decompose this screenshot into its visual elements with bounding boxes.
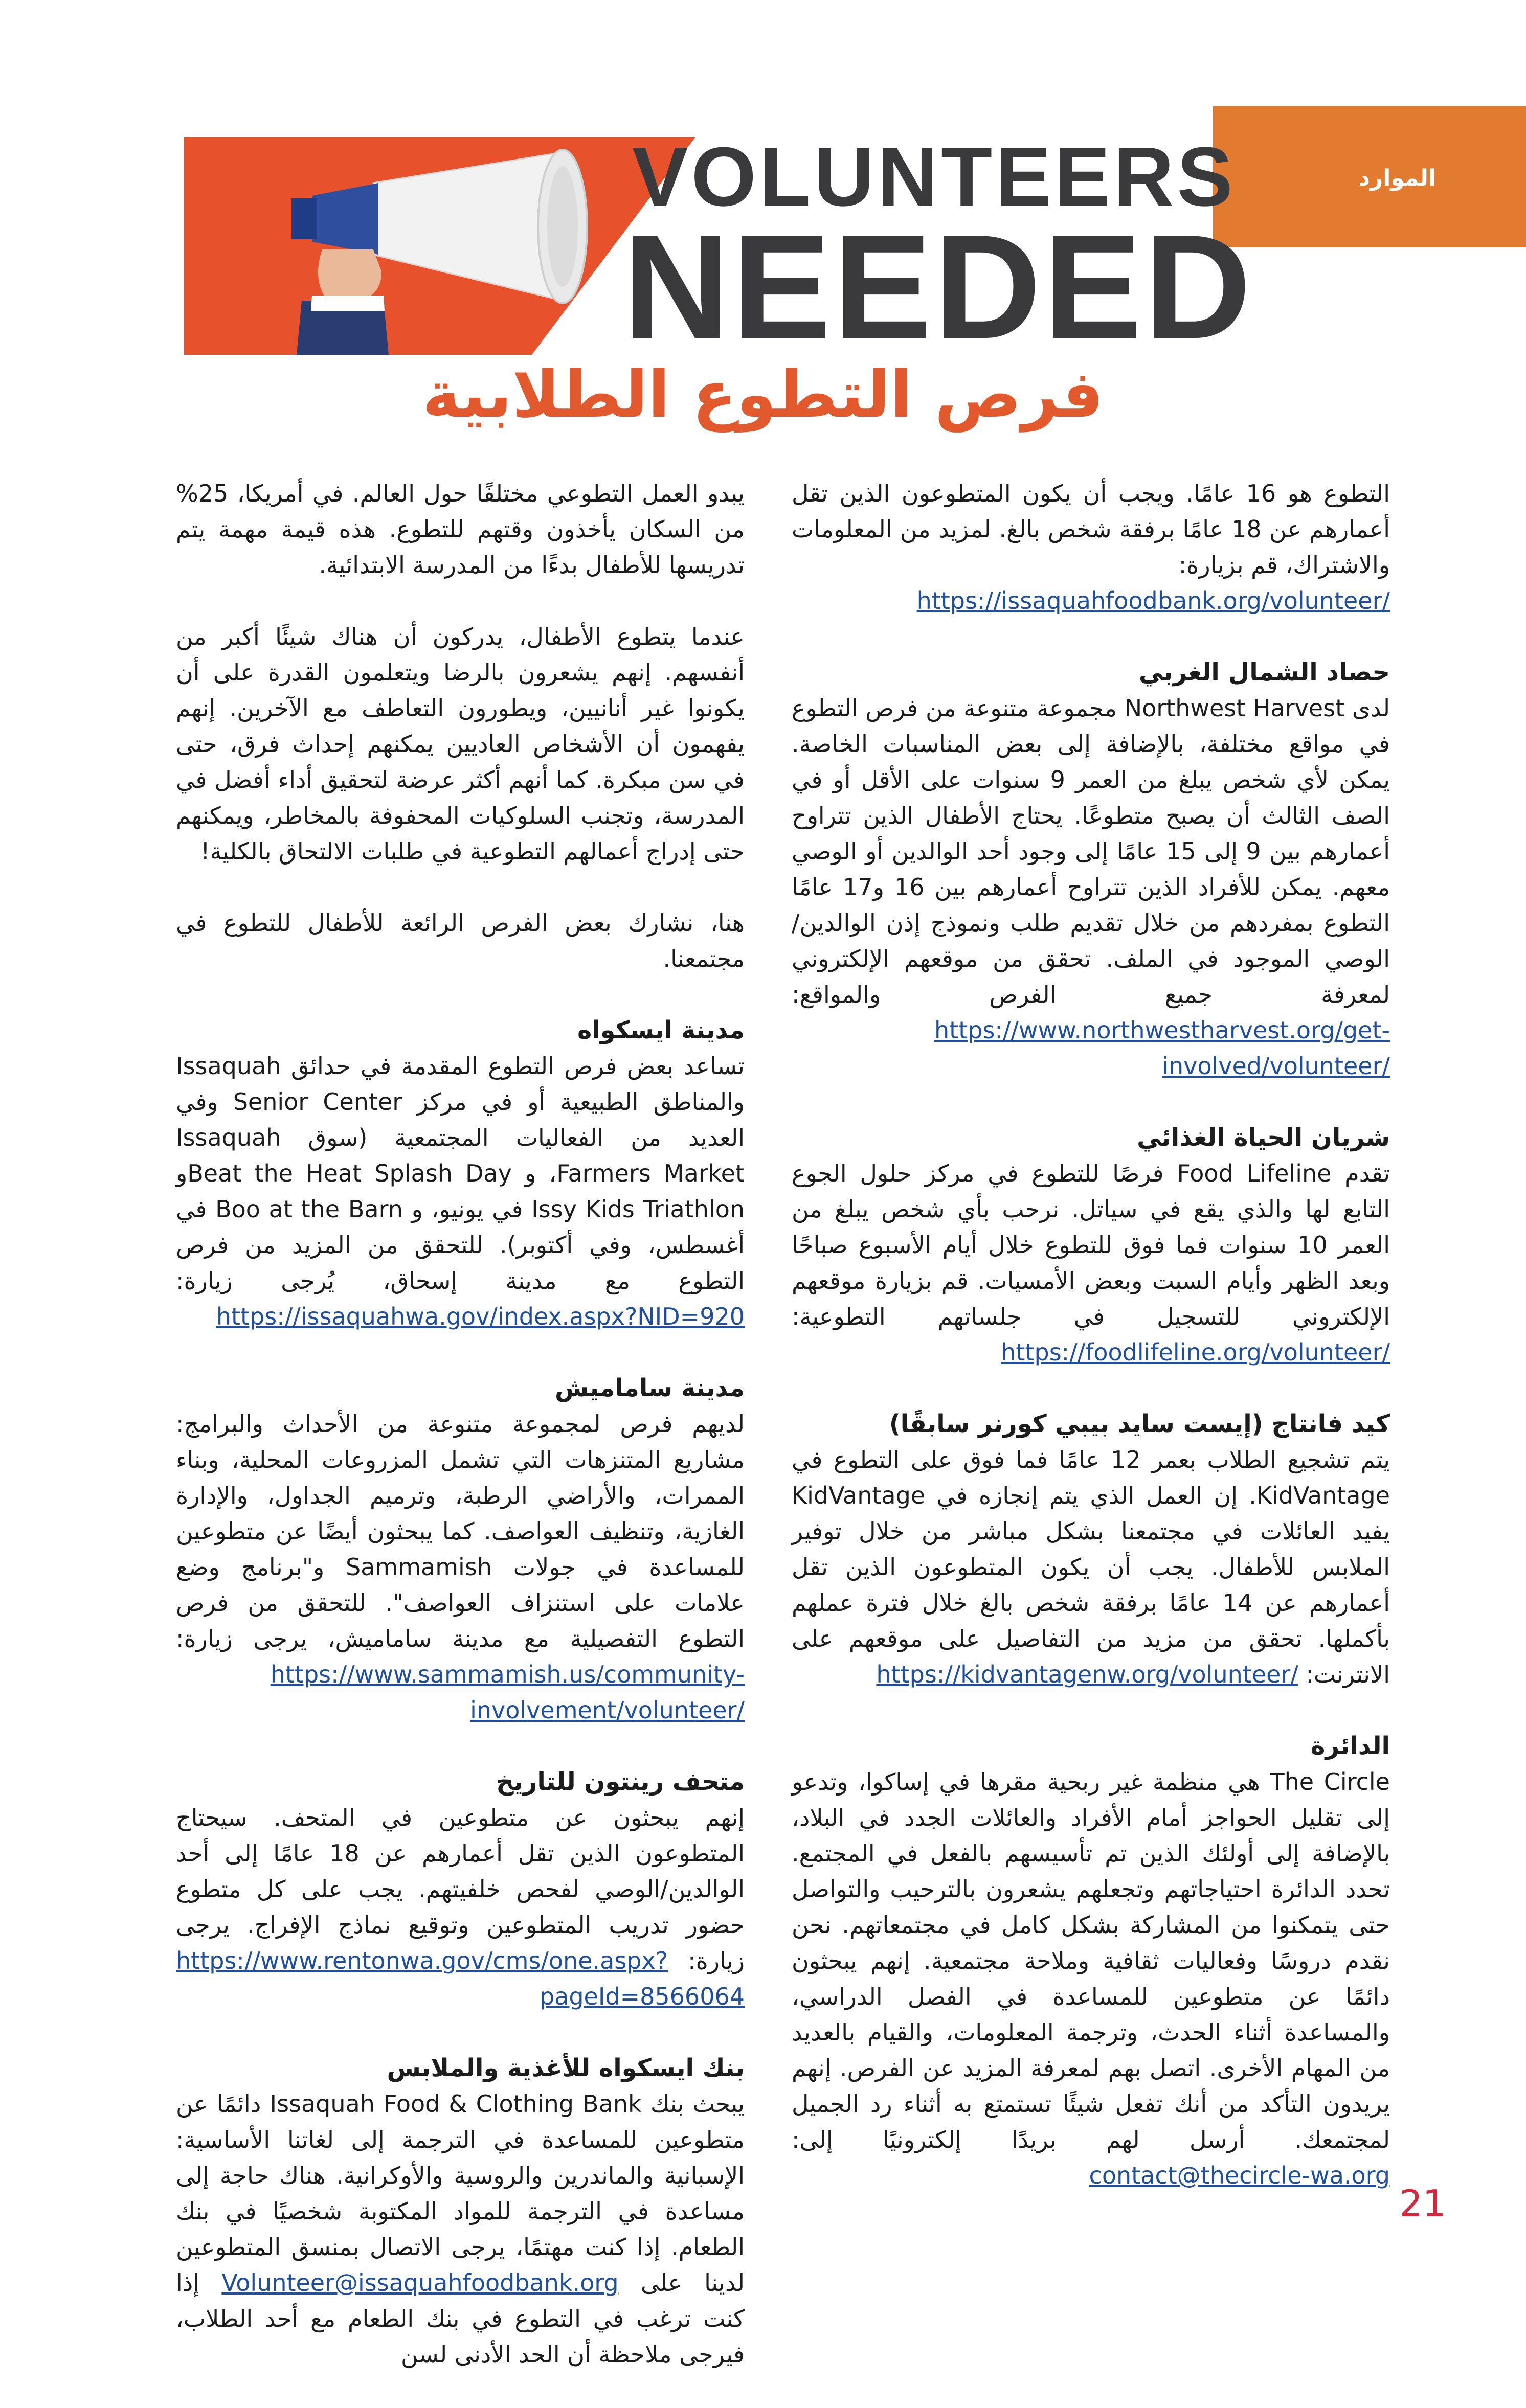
kidvantage-text: يتم تشجيع الطلاب بعمر 12 عامًا فما فوق على التطوع في KidVantage. إن العمل الذي يتم إنجازه في KidVantage يفيد العائلات في مجتمعنا بشكل مباشر من خلال توفير الملابس للأطفال. يجب أن يكون المتطوعون الذين تقل أعمارهم عن 14 عامًا برفقة شخص بالغ خلال فترة عملهم بأكملها. تحقق من مزيد من التفاصيل على موقعهم على الانترنت: https://kidvantagenw.org/volunteer/ <box>792 1446 1390 1688</box>
sammamish-city-link[interactable]: https://www.sammamish.us/community-involvement/volunteer/ <box>270 1661 745 1724</box>
northwest-harvest-heading: حصاد الشمال الغربي <box>1138 658 1390 687</box>
intro-paragraph-1: يبدو العمل التطوعي مختلفًا حول العالم. في أمريكا، 25% من السكان يأخذون وقتهم للتطوع. هذه قيمة مهمة يتم تدريسها للأطفال بدءًا من المدرسة الابتدائية. <box>176 480 745 579</box>
issaquah-foodbank-link[interactable]: https://issaquahfoodbank.org/volunteer/ <box>916 587 1390 615</box>
the-circle-text: The Circle هي منظمة غير ربحية مقرها في إساكوا، وتدعو إلى تقليل الحواجز أمام الأفراد والعائلات الجدد في البلاد، بالإضافة إلى أولئك الذين تم تأسيسهم بالفعل في المجتمع. تحدد الدائرة احتياجاتهم وتجعلهم يشعرون بالترحيب والتواصل حتى يتمكنوا من المشاركة بشكل كامل في مجتمعاتهم. نحن نقدم دروسًا وفعاليات ثقافية وملاحة مجتمعية. إنهم يبحثون دائمًا عن متطوعين للمساعدة في الفصل الدراسي، والمساعدة أثناء الحدث، وترجمة المعلومات، والقيام بالعديد من المهام الأخرى. اتصل بهم لمعرفة المزيد عن الفرص. إنهم يريدون التأكد من أنك تفعل شيئًا تستمتع به أثناء رد الجميل لمجتمعك. أرسل لهم بريدًا إلكترونيًا إلى: contact@thecircle-wa.org <box>792 1768 1390 2189</box>
intro-continuation: التطوع هو 16 عامًا. ويجب أن يكون المتطوعون الذين تقل أعمارهم عن 18 عامًا برفقة شخص بالغ. لمزيد من المعلومات والاشتراك، قم بزيارة: https://issaquahfoodbank.org/volunteer/ <box>792 480 1390 615</box>
food-lifeline-text: تقدم Food Lifeline فرصًا للتطوع في مركز حلول الجوع التابع لها والذي يقع في سياتل. نرحب بأي شخص يبلغ من العمر 10 سنوات فما فوق للتطوع خلال أيام الأسبوع صباحًا وبعد الظهر وأيام السبت وبعض الأمسيات. قم بزيارة موقعهم الإلكتروني للتسجيل في جلساتهم التطوعية: https://foodlifeline.org/volunteer/ <box>792 1160 1390 1366</box>
issaquah-city-link[interactable]: https://issaquahwa.gov/index.aspx?NID=920 <box>216 1303 745 1330</box>
megaphone-icon <box>235 147 639 355</box>
renton-museum-link[interactable]: https://www.rentonwa.gov/cms/one.aspx?pageId=8566064 <box>176 1947 745 2010</box>
renton-museum-text: إنهم يبحثون عن متطوعين في المتحف. سيحتاج المتطوعون الذين تقل أعمارهم عن 18 عامًا إلى أحد الوالدين/الوصي لفحص خلفيتهم. يجب على كل متطوع حضور تدريب المتطوعين وتوقيع نماذج الإفراج. يرجى زيارة: https://www.rentonwa.gov/cms/one.aspx?pageId=8566064 <box>176 1804 745 2010</box>
food-clothing-bank-text: يبحث بنك Issaquah Food & Clothing Bank دائمًا عن متطوعين للمساعدة في الترجمة إلى لغاتنا الأساسية: الإسبانية والماندرين والروسية والأوكرانية. هناك حاجة إلى مساعدة في الترجمة للمواد المكتوبة شخصيًا في بنك الطعام. إذا كنت مهتمًا، يرجى الاتصال بمنسق المتطوعين لدينا على Volunteer@issaquahfoodbank.org إذا كنت ترغب في التطوع في بنك الطعام مع أحد الطلاب، فيرجى ملاحظة أن الحد الأدنى لسن <box>176 2090 745 2368</box>
food-clothing-bank-heading: بنك ايسكواه للأغذية والملابس <box>387 2054 745 2082</box>
issaquah-city-text: تساعد بعض فرص التطوع المقدمة في حدائق Issaquah والمناطق الطبيعية أو في مركز Senior Center وفي العديد من الفعاليات المجتمعية (سوق Issaquah Farmers Market، و Beat the Heat Splash Dayو Issy Kids Triathlon في يونيو، و Boo at the Barn في أغسطس، وفي أكتوبر). للتحقق من المزيد من فرص التطوع مع مدينة إسحاق، يُرجى زيارة: https://issaquahwa.gov/index.aspx?NID=920 <box>176 1052 745 1330</box>
left-column <box>176 475 745 2408</box>
volunteers-banner <box>184 130 1253 370</box>
page-title: فرص التطوع الطلابية <box>422 357 1104 432</box>
right-column <box>792 475 1390 2229</box>
section-tab <box>1213 106 1526 247</box>
section-tab-label: الموارد <box>1358 165 1436 191</box>
issaquah-city-heading: مدينة ايسكواه <box>577 1016 745 1044</box>
intro-paragraph-3: هنا، نشارك بعض الفرص الرائعة للأطفال للتطوع في مجتمعنا. <box>176 909 745 972</box>
banner-title-volunteers: VOLUNTEERS <box>632 130 1236 223</box>
sammamish-city-text: لديهم فرص لمجموعة متنوعة من الأحداث والبرامج: مشاريع المتنزهات التي تشمل المزروعات المحلية، وبناء الممرات، والأراضي الرطبة، وترميم الجداول، والإدارة الغازية، وتنظيف العواصف. كما يبحثون أيضًا عن متطوعين للمساعدة في جولات Sammamish و"برنامج وضع علامات على استنزاف العواصف". للتحقق من فرص التطوع التفصيلية مع مدينة ساماميش، يرجى زيارة: https://www.sammamish.us/community-involvement/volunteer/ <box>176 1410 745 1724</box>
the-circle-heading: الدائرة <box>1311 1732 1390 1760</box>
kidvantage-heading: كيد فانتاج (إيست سايد بيبي كورنر سابقًا) <box>889 1410 1390 1438</box>
renton-museum-heading: متحف رينتون للتاريخ <box>496 1767 745 1796</box>
hand-icon <box>297 249 389 355</box>
the-circle-email-link[interactable]: contact@thecircle-wa.org <box>1089 2162 1390 2189</box>
food-clothing-bank-email-link[interactable]: Volunteer@issaquahfoodbank.org <box>221 2269 619 2297</box>
food-lifeline-link[interactable]: https://foodlifeline.org/volunteer/ <box>1001 1338 1390 1366</box>
northwest-harvest-link[interactable]: https://www.northwestharvest.org/get-involved/volunteer/ <box>934 1016 1390 1080</box>
kidvantage-link[interactable]: https://kidvantagenw.org/volunteer/ <box>876 1661 1298 1688</box>
page-number: 21 <box>1399 2182 1446 2225</box>
sammamish-city-heading: مدينة ساماميش <box>554 1374 745 1402</box>
food-lifeline-heading: شريان الحياة الغذائي <box>1137 1123 1390 1152</box>
intro-paragraph-2: عندما يتطوع الأطفال، يدركون أن هناك شيئًا أكبر من أنفسهم. إنهم يشعرون بالرضا ويتعلمون القدرة على أن يكونوا غير أنانيين، ويطورون التعاطف مع الآخرين. إنهم يفهمون أن الأشخاص العاديين يمكنهم إحداث فرق، حتى في سن مبكرة. كما أنهم أكثر عرضة لتحقيق أداء أفضل في المدرسة، وتجنب السلوكيات المحفوفة بالمخاطر، ويمكنهم حتى إدراج أعمالهم التطوعية في طلبات الالتحاق بالكلية! <box>176 623 745 865</box>
northwest-harvest-text: لدى Northwest Harvest مجموعة متنوعة من فرص التطوع في مواقع مختلفة، بالإضافة إلى بعض المناسبات الخاصة. يمكن لأي شخص يبلغ من العمر 9 سنوات على الأقل أو في الصف الثالث أن يصبح متطوعًا. يحتاج الأطفال الذين تتراوح أعمارهم بين 9 إلى 15 عامًا إلى وجود أحد الوالدين أو الوصي معهم. يمكن للأفراد الذين تتراوح أعمارهم بين 16 و17 عامًا التطوع بمفردهم من خلال تقديم طلب ونموذج إذن الوالدين/الوصي الموجود في الملف. تحقق من موقعهم الإلكتروني لمعرفة جميع الفرص والمواقع: https://www.northwestharvest.org/get-involved/volunteer/ <box>792 694 1390 1080</box>
banner-title-needed: NEEDED <box>623 204 1253 370</box>
